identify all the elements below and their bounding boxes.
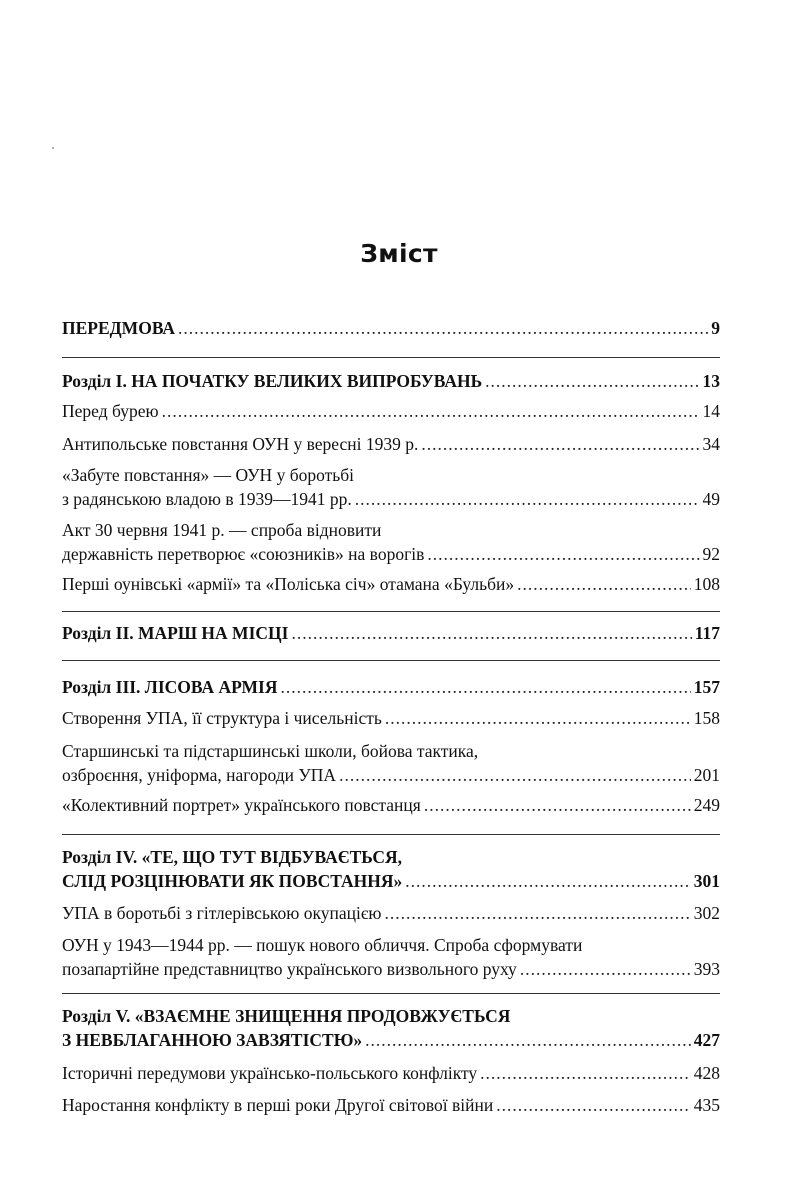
separator-rule — [62, 357, 720, 358]
toc-page-number: 34 — [702, 434, 720, 454]
toc-page-number: 393 — [693, 959, 720, 979]
toc-line — [62, 1093, 720, 1117]
toc-page-number: 249 — [693, 795, 720, 815]
toc-entry-title-cont: З НЕВБЛАГАННОЮ ЗАВЗЯТІСТЮ» — [62, 1030, 363, 1050]
toc-page-number: 428 — [693, 1063, 720, 1083]
toc-entry-title-cont: озброєння, уніформа, нагороди УПА — [62, 765, 337, 785]
toc-page-number: 9 — [711, 318, 720, 338]
toc-page-number: 92 — [702, 544, 720, 564]
dot-leader — [365, 1028, 691, 1052]
toc-line — [62, 901, 720, 925]
page-title: Зміст — [360, 238, 438, 268]
separator-rule — [62, 834, 720, 835]
toc-entry-title: Розділ II. МАРШ НА МІСЦІ — [62, 623, 289, 643]
dot-leader — [480, 1061, 691, 1085]
toc-entry-section — [62, 572, 720, 596]
dot-leader — [385, 706, 691, 730]
dot-leader — [520, 957, 691, 981]
toc-entry-chapter-2 — [62, 621, 720, 645]
dot-leader — [162, 399, 700, 423]
toc-page-number: 14 — [702, 401, 720, 421]
toc-entry-chapter-4 — [62, 845, 720, 893]
toc-page-number: 302 — [693, 903, 720, 923]
toc-entry-title: Перед бурею — [62, 401, 159, 421]
toc-line — [62, 845, 720, 869]
dot-leader — [355, 487, 700, 511]
toc-entry-section — [62, 739, 720, 787]
toc-entry-title: Розділ III. ЛІСОВА АРМІЯ — [62, 677, 278, 697]
toc-line — [62, 957, 720, 981]
toc-entry-chapter-1 — [62, 369, 720, 393]
toc-line — [62, 793, 720, 817]
toc-line — [62, 432, 720, 456]
toc-page-number: 157 — [693, 677, 720, 697]
toc-line — [62, 869, 720, 893]
toc-entry-section — [62, 1061, 720, 1085]
toc-entry-title: ОУН у 1943—1944 рр. — пошук нового обличчя. Спроба сформувати — [62, 935, 583, 955]
dot-leader — [427, 542, 699, 566]
toc-line — [62, 675, 720, 699]
toc-entry-title-cont: СЛІД РОЗЦІНЮВАТИ ЯК ПОВСТАННЯ» — [62, 871, 403, 891]
toc-entry-title: Наростання конфлікту в перші роки Другої світової війни — [62, 1095, 494, 1115]
toc-entry-section — [62, 793, 720, 817]
separator-rule — [62, 611, 720, 612]
toc-line — [62, 316, 720, 340]
separator-rule — [62, 993, 720, 994]
toc-line — [62, 621, 720, 645]
toc-line — [62, 933, 720, 957]
toc-page-number: 427 — [693, 1030, 720, 1050]
toc-line — [62, 1004, 720, 1028]
toc-line — [62, 739, 720, 763]
dot-leader — [517, 572, 691, 596]
toc-entry-title: «Колективний портрет» українського повстанця — [62, 795, 421, 815]
toc-page-number: 301 — [693, 871, 720, 891]
toc-page-number: 117 — [694, 623, 720, 643]
toc-line — [62, 487, 720, 511]
toc-entry-section — [62, 706, 720, 730]
dot-leader — [384, 901, 690, 925]
toc-entry-title: Створення УПА, її структура і чисельність — [62, 708, 382, 728]
dot-leader — [496, 1093, 690, 1117]
dot-leader — [485, 369, 699, 393]
toc-entry-title: Старшинські та підстаршинські школи, бойова тактика, — [62, 741, 479, 761]
toc-page-number: 13 — [702, 371, 720, 391]
toc-line — [62, 399, 720, 423]
toc-line — [62, 1061, 720, 1085]
toc-line — [62, 706, 720, 730]
toc-entry-title: Перші оунівські «армії» та «Поліська січ» отамана «Бульби» — [62, 574, 515, 594]
dot-leader — [178, 316, 708, 340]
toc-entry-title: Акт 30 червня 1941 р. — спроба відновити — [62, 520, 382, 540]
toc-page-number: 49 — [702, 489, 720, 509]
toc-entry-title: Антипольське повстання ОУН у вересні 1939 р. — [62, 434, 419, 454]
toc-entry-section — [62, 399, 720, 423]
toc-entry-preface — [62, 316, 720, 340]
toc-page-number: 435 — [693, 1095, 720, 1115]
toc-entry-section — [62, 901, 720, 925]
toc-line — [62, 1028, 720, 1052]
toc-entry-section — [62, 933, 720, 981]
toc-entry-chapter-3 — [62, 675, 720, 699]
toc-entry-section — [62, 463, 720, 511]
separator-rule — [62, 660, 720, 661]
toc-line — [62, 542, 720, 566]
toc-page-number: 201 — [693, 765, 720, 785]
toc-page-number: 108 — [693, 574, 720, 594]
toc-entry-title-cont: з радянською владою в 1939—1941 рр. — [62, 489, 352, 509]
toc-entry-section — [62, 518, 720, 566]
toc-line — [62, 369, 720, 393]
dot-leader — [291, 621, 691, 645]
toc-entry-section — [62, 1093, 720, 1117]
dot-leader — [421, 432, 699, 456]
toc-entry-title-cont: позапартійне представництво українського визвольного руху — [62, 959, 517, 979]
dot-leader — [424, 793, 691, 817]
toc-line — [62, 763, 720, 787]
toc-entry-section — [62, 432, 720, 456]
toc-entry-title: Розділ І. НА ПОЧАТКУ ВЕЛИКИХ ВИПРОБУВАНЬ — [62, 371, 483, 391]
dot-leader — [280, 675, 690, 699]
toc-entry-title: «Забуте повстання» — ОУН у боротьбі — [62, 465, 355, 485]
toc-line — [62, 572, 720, 596]
toc-entry-title: Історичні передумови українсько-польського конфлікту — [62, 1063, 478, 1083]
toc-entry-chapter-5 — [62, 1004, 720, 1052]
toc-entry-title: УПА в боротьбі з гітлерівською окупацією — [62, 903, 382, 923]
dot-leader — [339, 763, 691, 787]
toc-entry-title-cont: державність перетворює «союзників» на ворогів — [62, 544, 425, 564]
toc-page-number: 158 — [693, 708, 720, 728]
dot-leader — [405, 869, 690, 893]
toc-entry-title: ПЕРЕДМОВА — [62, 318, 176, 338]
toc-line — [62, 518, 720, 542]
scan-speck — [52, 147, 54, 149]
toc-entry-title: Розділ V. «ВЗАЄМНЕ ЗНИЩЕННЯ ПРОДОВЖУЄТЬСЯ — [62, 1006, 511, 1026]
toc-entry-title: Розділ IV. «ТЕ, ЩО ТУТ ВІДБУВАЄТЬСЯ, — [62, 847, 403, 867]
toc-line — [62, 463, 720, 487]
